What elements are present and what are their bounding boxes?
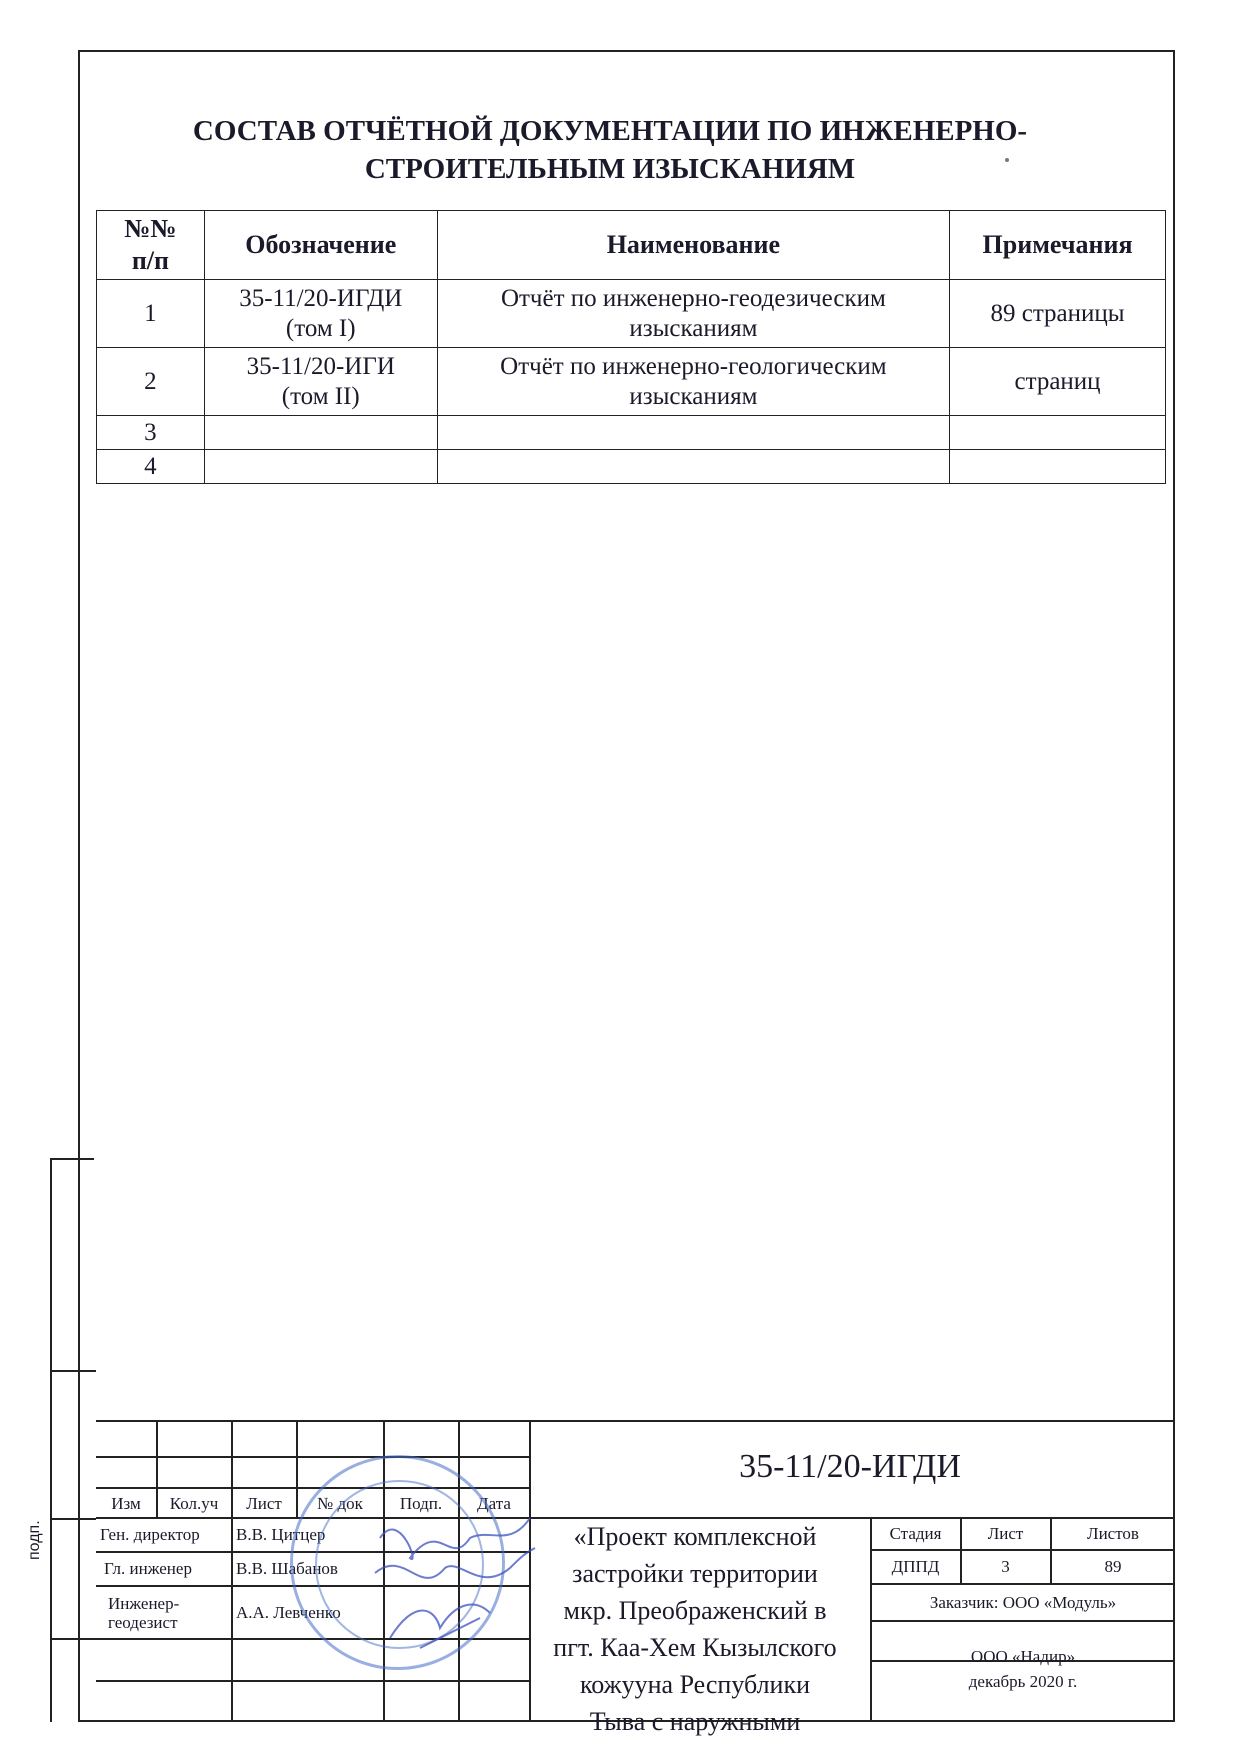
- customer: Заказчик: ООО «Модуль»: [929, 1592, 1117, 1612]
- row-num: 2: [97, 348, 205, 416]
- signer-role: Ген. директор: [100, 1525, 200, 1544]
- documents-table: [96, 210, 1166, 484]
- row-code: [204, 450, 437, 484]
- table-row: [97, 348, 1166, 416]
- header-num: №№ п/п: [97, 211, 205, 280]
- col-izm: Изм: [111, 1493, 141, 1513]
- sheets-label: Листов: [1087, 1524, 1139, 1543]
- row-num: 3: [97, 416, 205, 450]
- stage-value: ДППД: [891, 1557, 940, 1576]
- signer-name: А.А. Левченко: [236, 1602, 341, 1622]
- row-note: [950, 450, 1166, 484]
- row-note: 89 страницы: [950, 280, 1166, 348]
- table-row: [97, 450, 1166, 484]
- row-name: [437, 450, 949, 484]
- stage-label: Стадия: [889, 1524, 942, 1543]
- row-num: 4: [97, 450, 205, 484]
- row-num: 1: [97, 280, 205, 348]
- row-code: 35-11/20-ИГИ (том II): [204, 348, 437, 416]
- row-name: [437, 416, 949, 450]
- header-note: Примечания: [950, 211, 1166, 280]
- page-title: [150, 112, 1070, 188]
- table-row: [97, 280, 1166, 348]
- row-code: [204, 416, 437, 450]
- signer-role: Гл. инженер: [104, 1559, 192, 1578]
- row-name: Отчёт по инженерно-геодезическим изысканиям: [437, 280, 949, 348]
- col-date: Дата: [477, 1493, 511, 1513]
- doc-code: 35-11/20-ИГДИ: [739, 1448, 961, 1485]
- table-row: [97, 416, 1166, 450]
- header-name: Наименование: [437, 211, 949, 280]
- side-strip: [50, 1158, 94, 1722]
- col-kol-uch: Кол.уч: [169, 1493, 219, 1513]
- row-note: страниц: [950, 348, 1166, 416]
- company-name: ООО «Надир»: [970, 1647, 1076, 1666]
- title-line-1: СОСТАВ ОТЧЁТНОЙ ДОКУМЕНТАЦИИ ПО ИНЖЕНЕРНО-: [192, 115, 1028, 147]
- row-code: 35-11/20-ИГДИ (том I): [204, 280, 437, 348]
- title-line-2: СТРОИТЕЛЬНЫМ ИЗЫСКАНИЯМ: [364, 153, 856, 185]
- sheets-value: 89: [1104, 1557, 1122, 1576]
- side-strip-label: подп.: [26, 1520, 43, 1560]
- sheet-value: 3: [1001, 1557, 1010, 1576]
- header-code: Обозначение: [204, 211, 437, 280]
- signer-role: Инженер- геодезист: [108, 1593, 180, 1632]
- sheet-label: Лист: [987, 1524, 1024, 1543]
- project-name: «Проект комплексной застройки территории мкр. Преображенский в пгт. Каа-Хем Кызылского кожууна Республики Тыва с наружными: [553, 1522, 837, 1736]
- col-doc-num: № док: [317, 1493, 363, 1513]
- col-list: Лист: [246, 1493, 282, 1513]
- signer-name: В.В. Цитцер: [236, 1525, 326, 1544]
- handwritten-signatures: [360, 1498, 540, 1668]
- signer-name: В.В. Шабанов: [236, 1559, 338, 1578]
- col-signature: Подп.: [399, 1493, 443, 1513]
- table-header-row: [97, 211, 1166, 280]
- row-note: [950, 416, 1166, 450]
- date: декабрь 2020 г.: [968, 1672, 1078, 1691]
- row-name: Отчёт по инженерно-геологическим изысканиям: [437, 348, 949, 416]
